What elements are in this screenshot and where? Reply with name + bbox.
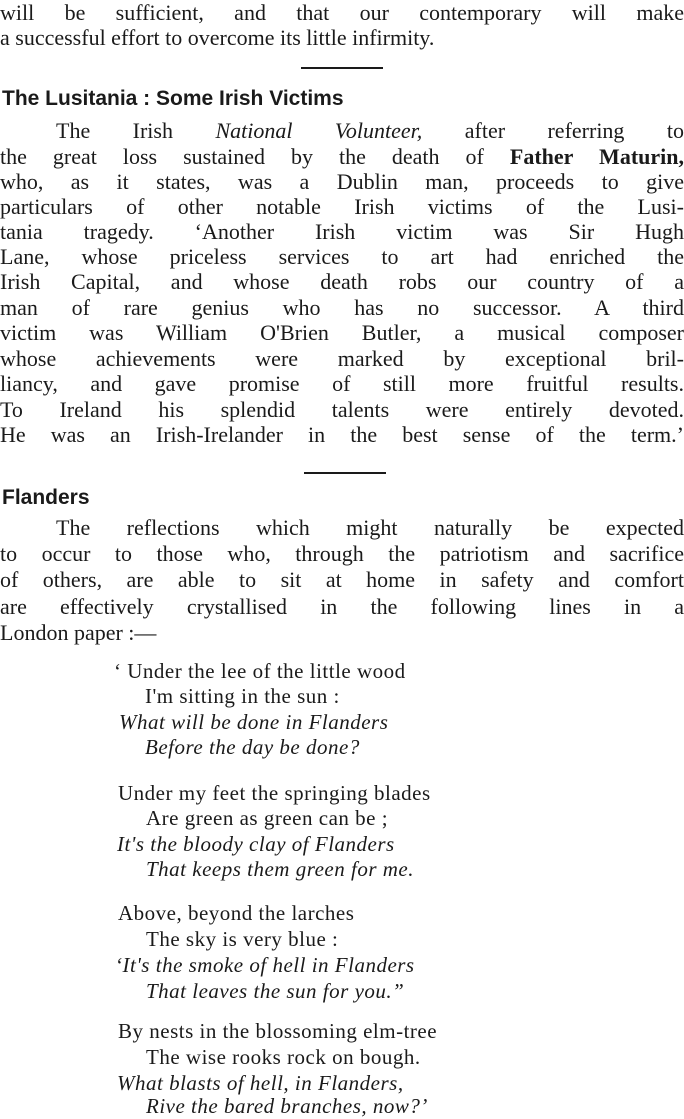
body-line: To Ireland his splendid talents were entirely devoted.: [0, 397, 684, 422]
body-line: to occur to those who, through the patriotism and sacrifice: [0, 541, 684, 566]
body-line: of others, are able to sit at home in safety and comfort: [0, 567, 684, 592]
poem-line: Above, beyond the larches: [118, 901, 355, 925]
body-text: the great loss sustained by the death of: [0, 144, 510, 169]
body-line: The reflections which might naturally be expected: [56, 515, 684, 540]
poem-line: I'm sitting in the sun :: [145, 684, 340, 708]
body-line: are effectively crystallised in the following lines in a: [0, 594, 684, 619]
poem-line: What blasts of hell, in Flanders,: [117, 1071, 404, 1095]
body-line: Irish Capital, and whose death robs our country of a: [0, 269, 684, 294]
poem-line: That keeps them green for me.: [146, 857, 414, 881]
person-name: Father Maturin,: [509, 144, 684, 169]
body-line: Lane, whose priceless services to art had enriched the: [0, 244, 684, 269]
section-heading: The Lusitania : Some Irish Victims: [2, 87, 344, 110]
intro-line: a successful effort to overcome its little infirmity.: [0, 25, 435, 50]
section-divider: [304, 472, 386, 474]
poem-line: What will be done in Flanders: [119, 710, 389, 734]
poem-line: ‘It's the smoke of hell in Flanders: [115, 953, 415, 977]
poem-line: By nests in the blossoming elm-tree: [118, 1019, 438, 1043]
poem-line: Under my feet the springing blades: [118, 781, 431, 805]
poem-line: ‘ Under the lee of the little wood: [114, 659, 406, 683]
body-text: after referring to: [422, 118, 684, 143]
body-line: whose achievements were marked by exceptional bril-: [0, 346, 684, 371]
poem-line: That leaves the sun for you.”: [146, 979, 405, 1003]
body-line: particulars of other notable Irish victims of the Lusi-: [0, 194, 684, 219]
body-text: The Irish: [56, 118, 216, 143]
body-line: He was an Irish-Irelander in the best sense of the term.’: [0, 422, 684, 447]
intro-line: will be sufficient, and that our contemporary will make: [0, 0, 684, 25]
section-divider: [301, 67, 383, 69]
body-line: victim was William O'Brien Butler, a musical composer: [0, 320, 684, 345]
poem-line: Rive the bared branches, now?’: [146, 1094, 428, 1118]
body-line: [0, 144, 684, 169]
body-line: man of rare genius who has no successor. A third: [0, 295, 684, 320]
body-line: tania tragedy. ‘Another Irish victim was Sir Hugh: [0, 219, 684, 244]
body-line: liancy, and gave promise of still more fruitful results.: [0, 371, 684, 396]
body-line: London paper :—: [0, 620, 157, 645]
body-line: who, as it states, was a Dublin man, proceeds to give: [0, 169, 684, 194]
poem-line: The sky is very blue :: [146, 927, 339, 951]
poem-line: Before the day be done?: [145, 735, 360, 759]
body-line: [0, 118, 684, 143]
section-heading: Flanders: [2, 486, 90, 509]
poem-line: Are green as green can be ;: [146, 806, 389, 830]
poem-line: The wise rooks rock on bough.: [146, 1045, 421, 1069]
publication-title: National Volunteer,: [215, 118, 423, 143]
poem-line: It's the bloody clay of Flanders: [117, 832, 395, 856]
